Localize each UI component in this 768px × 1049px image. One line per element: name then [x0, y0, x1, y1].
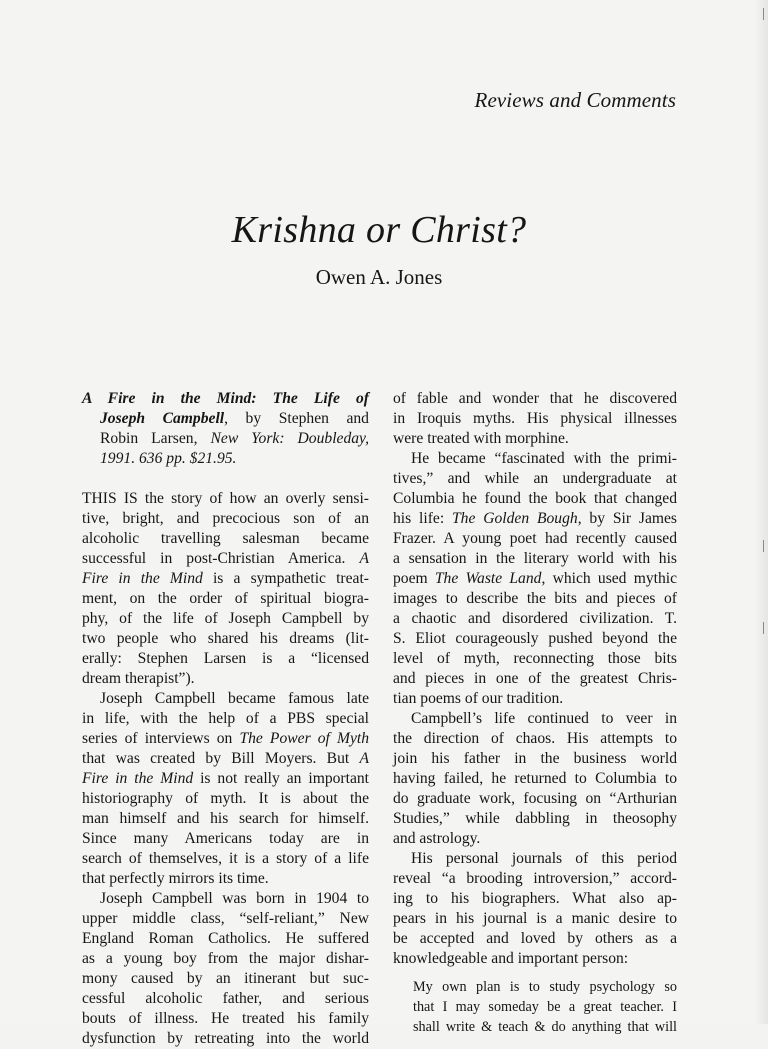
text-line: erally: Stephen Larsen is a “licensed [82, 650, 369, 667]
text-line: were treated with morphine. [393, 430, 569, 447]
text-line: and pieces in one of the greatest Chris- [393, 670, 677, 687]
text-line: Since many Americans today are in [82, 830, 369, 847]
text-line: of fable and wonder that he discovered [393, 390, 677, 407]
text-line: phy, of the life of Joseph Campbell by [82, 610, 369, 627]
text-line: Studies,” while dabbling in theosophy [393, 810, 677, 827]
text-line: historiography of myth. It is about the [82, 790, 369, 807]
text-line: two people who shared his dreams (lit- [82, 630, 369, 647]
page-edge-shadow [754, 0, 768, 1024]
citation-line: A Fire in the Mind: The Life of [82, 390, 369, 407]
text-line: reveal “a brooding introversion,” accord- [393, 870, 677, 887]
text-line: images to describe the bits and pieces of [393, 590, 677, 607]
text-line: man himself and his search for himself. [82, 810, 369, 827]
text-line: poem The Waste Land, which used mythic [393, 570, 678, 587]
text-line: that was created by Bill Moyers. But A [82, 750, 369, 767]
text-line: S. Eliot courageously pushed beyond the [393, 630, 677, 647]
article-author: Owen A. Jones [315, 265, 443, 289]
text-line: do graduate work, focusing on “Arthurian [393, 790, 677, 807]
text-line: THIS IS the story of how an overly sensi- [82, 490, 369, 507]
page-edge-mark [763, 622, 764, 634]
text-line: Fire in the Mind is not really an important [82, 770, 370, 787]
quote-line: shall write & teach & do anything that will [413, 1019, 677, 1035]
paragraph [82, 689, 369, 889]
text-line: a chaotic and disordered civilization. T. [393, 610, 677, 627]
text-line: ing to his biographers. What also ap- [393, 890, 677, 907]
text-line: Joseph Campbell was born in 1904 to [100, 890, 369, 907]
text-line: the direction of chaos. His attempts to [393, 730, 677, 747]
text-line: He became “fascinated with the primi- [411, 450, 677, 467]
text-line: his life: The Golden Bough, by Sir James [393, 510, 678, 527]
text-line: Fire in the Mind is a sympathetic treat- [82, 570, 369, 587]
text-line: dream therapist”). [82, 670, 195, 687]
text-line: Joseph Campbell became famous late [100, 690, 369, 707]
text-line: Columbia he found the book that changed [393, 490, 677, 507]
paragraph [393, 449, 677, 709]
text-line: in life, with the help of a PBS special [82, 710, 369, 727]
text-line: knowledgeable and important person: [393, 950, 629, 967]
text-line: Frazer. A young poet had recently caused [393, 530, 677, 547]
text-line: alcoholic travelling salesman became [82, 530, 369, 547]
quote-line: that I may someday be a great teacher. I [413, 999, 677, 1015]
text-line: join his father in the business world [393, 750, 677, 767]
quote-line: My own plan is to study psychology so [413, 979, 677, 995]
text-line: series of interviews on The Power of Myth [82, 730, 370, 747]
text-line: dysfunction by retreating into the world [82, 1030, 369, 1047]
text-line: tives,” and while an undergraduate at [393, 470, 677, 487]
text-line: in Iroquis myths. His physical illnesses [393, 410, 677, 427]
text-line: bouts of illness. He treated his family [82, 1010, 369, 1027]
text-line: His personal journals of this period [411, 850, 677, 867]
text-line: successful in post-Christian America. A [82, 550, 369, 567]
paragraph [393, 709, 677, 849]
book-citation [82, 389, 369, 469]
text-line: England Roman Catholics. He suffered [82, 930, 369, 947]
page-edge-mark [763, 8, 764, 20]
left-column [82, 389, 369, 1049]
paragraph [393, 389, 677, 449]
text-line: ment, on the order of spiritual biogra- [82, 590, 369, 607]
right-column [393, 389, 677, 1037]
text-line: having failed, he returned to Columbia to [393, 770, 677, 787]
text-line: and astrology. [393, 830, 481, 847]
text-line: search of themselves, it is a story of a life [82, 850, 369, 867]
paragraph [82, 889, 369, 1049]
text-line: be accepted and loved by others as a [393, 930, 677, 947]
text-line: as a young boy from the major dishar- [82, 950, 369, 967]
text-line: a sensation in the literary world with his [393, 550, 677, 567]
paragraph [82, 489, 369, 689]
text-line: pears in his journal is a manic desire to [393, 910, 677, 927]
citation-line: Joseph Campbell, by Stephen and [100, 410, 369, 427]
citation-line: Robin Larsen, New York: Doubleday, [100, 430, 370, 447]
block-quote [393, 977, 677, 1037]
text-line: upper middle class, “self-reliant,” New [82, 910, 369, 927]
page-edge-mark [763, 540, 764, 552]
text-line: mony caused by an itinerant but suc- [82, 970, 369, 987]
text-line: level of myth, reconnecting those bits [393, 650, 677, 667]
citation-line: 1991. 636 pp. $21.95. [100, 450, 237, 467]
text-line: tive, bright, and precocious son of an [82, 510, 369, 527]
paragraph [393, 849, 677, 969]
text-line: cessful alcoholic father, and serious [82, 990, 369, 1007]
text-line: tian poems of our tradition. [393, 690, 564, 707]
article-title: Krishna or Christ? [231, 209, 527, 251]
section-header: Reviews and Comments [474, 88, 676, 112]
text-line: Campbell’s life continued to veer in [411, 710, 677, 727]
text-line: that perfectly mirrors its time. [82, 870, 269, 887]
